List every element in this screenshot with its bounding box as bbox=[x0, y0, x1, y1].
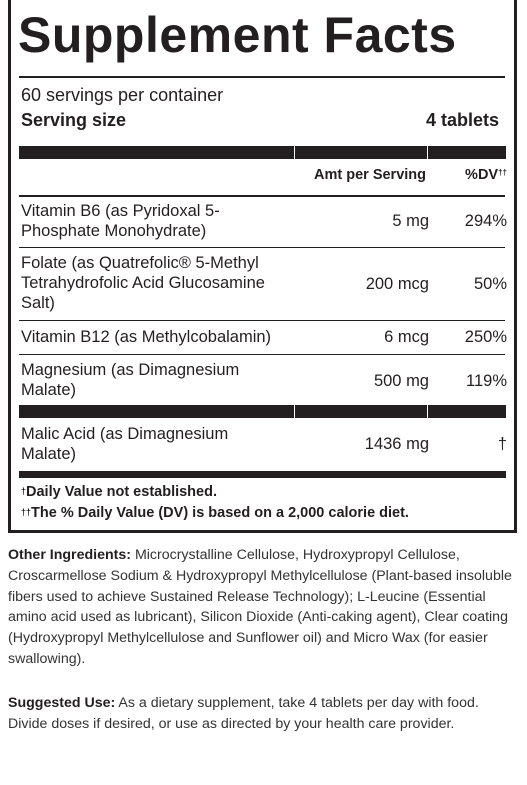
divider bbox=[19, 76, 505, 78]
nutrient-amount: 5 mg bbox=[392, 212, 429, 230]
nutrient-name: Vitamin B12 (as Methylcobalamin) bbox=[21, 328, 272, 346]
nutrient-dv: † bbox=[497, 435, 507, 453]
nutrient-name: Vitamin B6 (as Pyridoxal 5-Phosphate Monohydrate) bbox=[21, 202, 220, 240]
footnote-text: Daily Value not established. bbox=[26, 484, 217, 500]
row-divider bbox=[19, 354, 505, 355]
bar-column-gap bbox=[427, 146, 428, 159]
thick-divider bbox=[19, 471, 506, 478]
serving-size-label: Serving size bbox=[21, 110, 127, 130]
dv-header-mark: †† bbox=[498, 168, 507, 177]
dv-header bbox=[465, 166, 507, 184]
nutrient-dv: 294% bbox=[464, 212, 507, 230]
bar-column-gap bbox=[294, 146, 295, 159]
serving-size-value: 4 tablets bbox=[425, 110, 499, 130]
footnote bbox=[21, 504, 409, 522]
servings-per-container: 60 servings per container bbox=[21, 85, 224, 105]
footnote bbox=[21, 483, 217, 501]
footnote-mark: † bbox=[21, 486, 27, 496]
nutrient-amount: 6 mcg bbox=[384, 328, 429, 346]
bar-column-gap bbox=[294, 405, 295, 418]
panel-title: Supplement Facts bbox=[18, 7, 457, 63]
suggested-use-label: Suggested Use: bbox=[8, 695, 116, 711]
thick-divider bbox=[19, 146, 506, 159]
nutrient-amount: 500 mg bbox=[373, 372, 429, 390]
thick-divider bbox=[19, 405, 506, 418]
footnote-mark: †† bbox=[21, 507, 32, 517]
nutrient-dv: 50% bbox=[473, 275, 507, 293]
row-divider bbox=[19, 320, 505, 321]
nutrient-name: Malic Acid (as Dimagnesium Malate) bbox=[21, 425, 229, 463]
other-ingredients-text: Microcrystalline Cellulose, Hydroxypropyl Cellulose, Croscarmellose Sodium & Hydroxypropyl Methylcellulose (Plant-based insoluble fibers used to achieve Sustained Release Technology); L-Leucine (Essential amino acid used as lubricant), Silicon Dioxide (Anti-caking agent), Clear coating (Hydroxypropyl Methylcellulose and Sunflower oil) and Micro Wax (for easier swallowing). bbox=[8, 547, 512, 667]
suggested-use-text: As a dietary supplement, take 4 tablets per day with food. Divide doses if desired, or use as directed by your health care provider. bbox=[8, 695, 479, 732]
other-ingredients-label: Other Ingredients: bbox=[8, 547, 131, 563]
nutrient-dv: 119% bbox=[466, 372, 507, 390]
other-ingredients bbox=[8, 545, 520, 670]
footnote-text: The % Daily Value (DV) is based on a 2,000 calorie diet. bbox=[31, 505, 409, 521]
nutrient-name: Folate (as Quatrefolic® 5-Methyl Tetrahydrofolic Acid Glucosamine Salt) bbox=[21, 254, 265, 312]
amount-per-serving-header: Amt per Serving bbox=[314, 167, 426, 183]
dv-header-label: %DV bbox=[465, 167, 499, 183]
header-divider bbox=[19, 195, 505, 197]
nutrient-amount: 200 mcg bbox=[365, 275, 429, 293]
row-divider bbox=[19, 247, 505, 248]
nutrient-amount: 1436 mg bbox=[364, 435, 429, 453]
nutrient-name: Magnesium (as Dimagnesium Malate) bbox=[21, 361, 240, 399]
bar-column-gap bbox=[427, 405, 428, 418]
nutrient-dv: 250% bbox=[464, 328, 507, 346]
suggested-use bbox=[8, 693, 520, 735]
